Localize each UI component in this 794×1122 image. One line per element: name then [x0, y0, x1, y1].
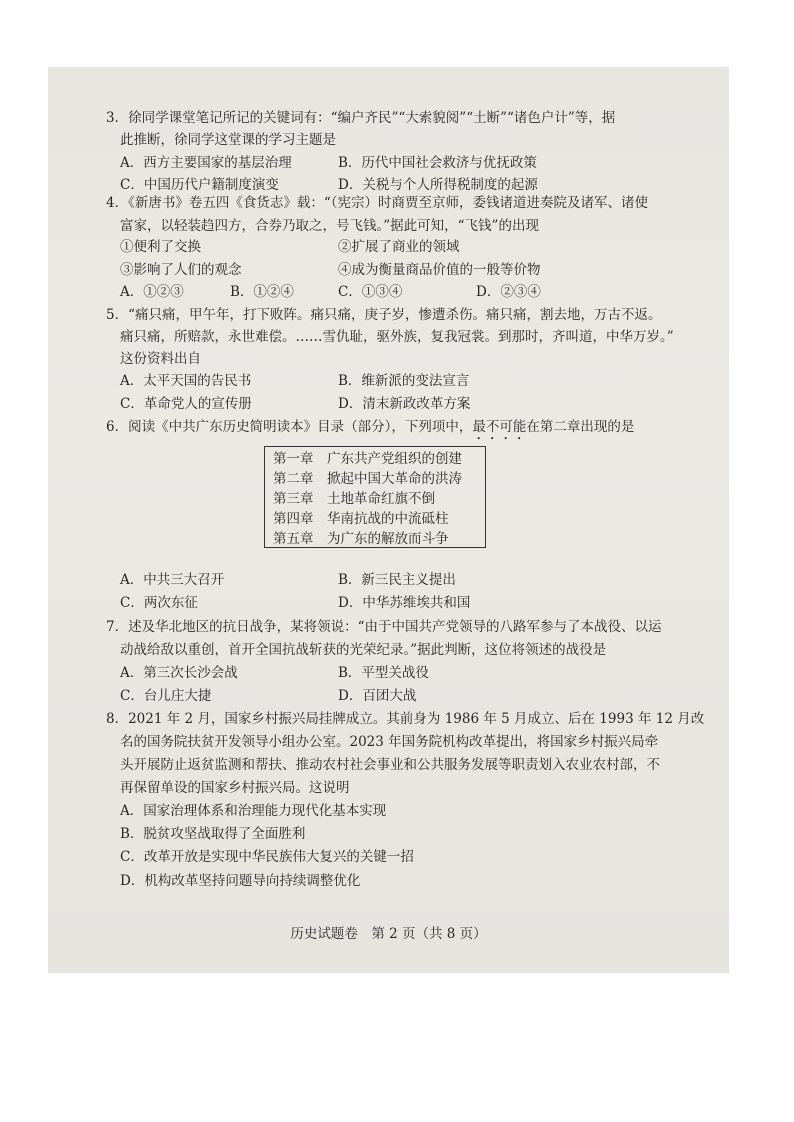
q6-option-d: D．中华苏维埃共和国: [338, 595, 471, 611]
q5-option-b: B．维新派的变法宣言: [338, 373, 470, 389]
q8-stem-line4: 再保留单设的国家乡村振兴局。这说明: [120, 780, 350, 796]
exam-content: [48, 67, 729, 973]
toc-chapter-5: [273, 529, 485, 549]
q3-stem-line2: 此推断，徐同学这堂课的学习主题是: [120, 132, 336, 148]
q4-option-a: A．①②③: [120, 284, 184, 300]
q4-statement-2: ②扩展了商业的领域: [338, 239, 460, 255]
q4-option-c: C．①③④: [338, 284, 403, 300]
q8-option-d: D．机构改革坚持问题导向持续调整优化: [120, 873, 361, 889]
q4-statements-row1: [120, 237, 700, 259]
q6-option-c: C．两次东征: [120, 595, 198, 611]
q6-option-a: A．中共三大召开: [120, 572, 225, 588]
q8-stem-line1: 8．2021 年 2 月，国家乡村振兴局挂牌成立。其前身为 1986 年 5 月成立、后在 1993 年 12 月改: [106, 711, 705, 727]
toc-chapter-title: 掀起中国大革命的洪涛: [327, 471, 462, 487]
q7-option-a: A．第三次长沙会战: [120, 665, 238, 681]
q7-option-d: D．百团大战: [338, 688, 417, 704]
q3-option-b: B．历代中国社会救济与优抚政策: [338, 155, 537, 171]
q8-option-a: A．国家治理体系和治理能力现代化基本实现: [120, 803, 387, 819]
q7-options-row2: [120, 686, 700, 708]
toc-chapter-1: [273, 449, 485, 469]
q3-option-d: D．关税与个人所得税制度的起源: [338, 177, 538, 193]
q6-stem: [106, 417, 634, 443]
q8-option-c: C．改革开放是实现中华民族伟大复兴的关键一招: [120, 849, 414, 865]
q7-options-row1: [120, 663, 700, 685]
q6-options-row2: [120, 593, 700, 615]
q4-statement-3: ③影响了人们的观念: [120, 262, 242, 278]
q5-option-c: C．革命党人的宣传册: [120, 396, 252, 412]
toc-chapter-2: [273, 469, 485, 489]
toc-chapter-title: 华南抗战的中流砥柱: [327, 511, 449, 527]
toc-chapter-3: [273, 489, 485, 509]
q4-stem-line1: 4．《新唐书》卷五四《食货志》载：“（宪宗）时商贾至京师，委钱诸道进奏院及诸军、诸使: [106, 195, 648, 211]
q3-option-c: C．中国历代户籍制度演变: [120, 177, 279, 193]
q7-stem-line1: 7．述及华北地区的抗日战争，某将领说：“由于中国共产党领导的八路军参与了本战役、以运: [106, 619, 662, 635]
q7-option-c: C．台儿庄大捷: [120, 688, 212, 704]
q8-stem-line2: 名的国务院扶贫开发领导小组办公室。2023 年国务院机构改革提出，将国家乡村振兴局牵: [120, 734, 659, 750]
q5-option-a: A．太平天国的告民书: [120, 373, 252, 389]
q7-stem-line2: 动战给敌以重创，首开全国抗战斩获的光荣纪录。”据此判断，这位将领述的战役是: [120, 642, 607, 658]
q5-stem-line3: 这份资料出自: [120, 351, 201, 367]
q6-stem-pre: 6．阅读《中共广东历史简明读本》目录（部分），下列项中，: [106, 419, 473, 435]
q4-option-d: D．②③④: [476, 284, 541, 300]
q5-stem-line2: 痛只痛，所赔款，永世难偿。……雪仇耻，驱外族，复我冠裳。到那时，齐叫道，中华万岁。”: [120, 329, 674, 345]
toc-chapter-number: 第四章: [273, 511, 314, 527]
toc-chapter-number: 第一章: [273, 451, 314, 467]
q4-stem-line2: 富家，以轻装趋四方，合券乃取之，号飞钱。”据此可知，“飞钱”的出现: [120, 218, 539, 234]
toc-chapter-number: 第五章: [273, 531, 314, 547]
toc-chapter-title: 土地革命红旗不倒: [327, 491, 435, 507]
q6-options-row1: [120, 570, 700, 592]
q4-statements-row2: [120, 260, 700, 282]
q8-option-b: B．脱贫攻坚战取得了全面胜利: [120, 826, 306, 842]
q6-stem-emphasis: 最不可能: [472, 419, 527, 435]
toc-chapter-4: [273, 509, 485, 529]
q3-options-row1: [120, 153, 700, 175]
q6-option-b: B．新三民主义提出: [338, 572, 456, 588]
toc-chapter-title: 广东共产党组织的创建: [327, 451, 462, 467]
q3-option-a: A．西方主要国家的基层治理: [120, 155, 292, 171]
q5-stem-line1: 5．“痛只痛，甲午年，打下败阵。痛只痛，庚子岁，惨遭杀伤。痛只痛，割去地，万古不返。: [106, 307, 662, 323]
q5-option-d: D．清末新政改革方案: [338, 396, 471, 412]
exam-page: [48, 67, 729, 973]
q5-options-row1: [120, 371, 700, 393]
q6-stem-post: 在第二章出现的是: [526, 419, 635, 435]
q4-option-b: B．①②④: [230, 284, 294, 300]
q4-options-row: [120, 282, 700, 304]
q6-table-of-contents: [264, 446, 486, 548]
toc-chapter-number: 第三章: [273, 491, 314, 507]
toc-chapter-number: 第二章: [273, 471, 314, 487]
q7-option-b: B．平型关战役: [338, 665, 429, 681]
q4-statement-1: ①便利了交换: [120, 239, 201, 255]
q8-stem-line3: 头开展防止返贫监测和帮扶、推动农村社会事业和公共服务发展等职责划入农业农村部，不: [120, 757, 660, 773]
page-footer: 历史试题卷 第 2 页（共 8 页）: [290, 926, 487, 942]
q4-statement-4: ④成为衡量商品价值的一般等价物: [338, 262, 541, 278]
toc-chapter-title: 为广东的解放而斗争: [327, 531, 449, 547]
q3-stem-line1: 3．徐同学课堂笔记所记的关键词有：“编户齐民”“大索貌阅”“土断”“诸色户计”等，据: [106, 110, 616, 126]
q5-options-row2: [120, 394, 700, 416]
